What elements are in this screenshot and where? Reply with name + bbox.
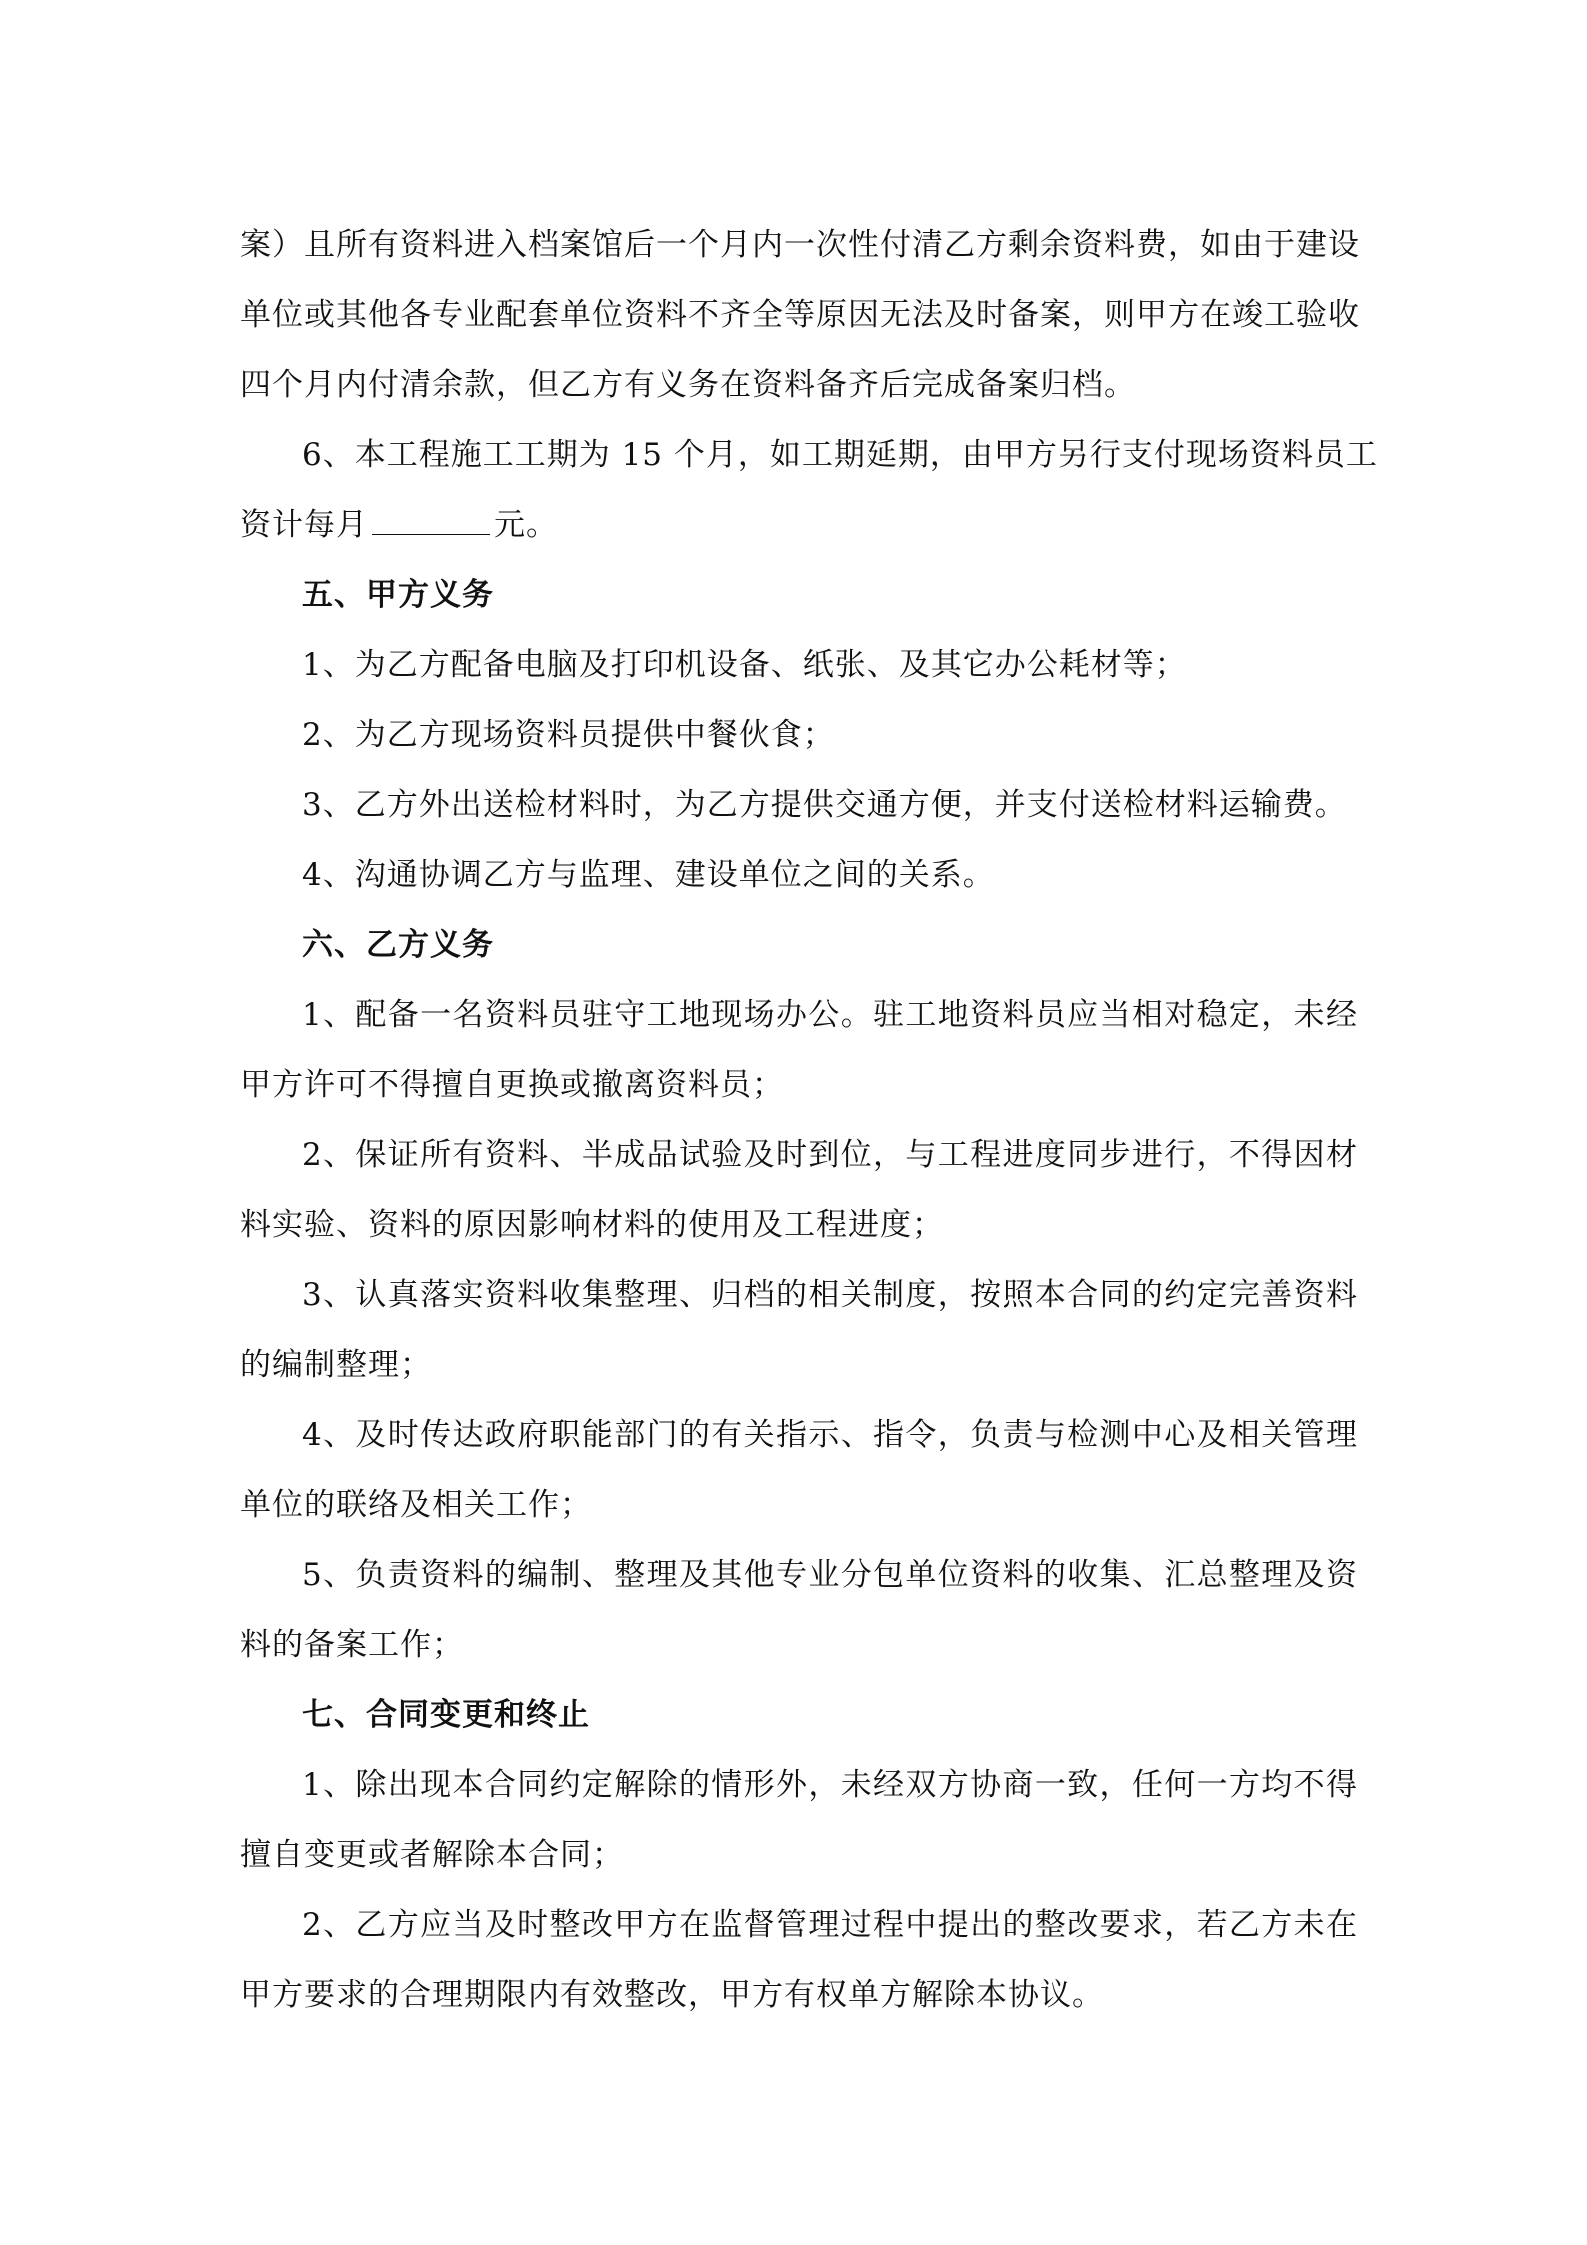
section6-item2-line1: 2、保证所有资料、半成品试验及时到位，与工程进度同步进行，不得因材 xyxy=(302,1137,1358,1173)
para2-line2-before: 资计每月 xyxy=(240,507,368,543)
section6-item1-line1: 1、配备一名资料员驻守工地现场办公。驻工地资料员应当相对稳定，未经 xyxy=(302,997,1358,1033)
section7-item1-line2: 擅自变更或者解除本合同； xyxy=(240,1837,624,1873)
section6-item2-line2: 料实验、资料的原因影响材料的使用及工程进度； xyxy=(240,1207,944,1243)
section5-heading: 五、甲方义务 xyxy=(302,577,494,613)
blank-amount-field xyxy=(372,508,490,535)
section6-heading: 六、乙方义务 xyxy=(302,927,494,963)
para1-line3: 四个月内付清余款，但乙方有义务在资料备齐后完成备案归档。 xyxy=(240,367,1136,403)
section6-item3-line2: 的编制整理； xyxy=(240,1347,432,1383)
section6-item1-line2: 甲方许可不得擅自更换或撤离资料员； xyxy=(240,1067,784,1103)
section6-item5-line2: 料的备案工作； xyxy=(240,1627,464,1663)
para2-line1: 6、本工程施工工期为 15 个月，如工期延期，由甲方另行支付现场资料员工 xyxy=(302,437,1378,473)
section6-item4-line2: 单位的联络及相关工作； xyxy=(240,1487,592,1523)
para2-line2 xyxy=(240,490,1358,560)
para2-line2-after: 元。 xyxy=(494,507,558,543)
para1-line2: 单位或其他各专业配套单位资料不齐全等原因无法及时备案，则甲方在竣工验收 xyxy=(240,297,1360,333)
section7-item1-line1: 1、除出现本合同约定解除的情形外，未经双方协商一致，任何一方均不得 xyxy=(302,1767,1358,1803)
section5-item4: 4、沟通协调乙方与监理、建设单位之间的关系。 xyxy=(302,857,995,893)
section6-item5-line1: 5、负责资料的编制、整理及其他专业分包单位资料的收集、汇总整理及资 xyxy=(302,1557,1358,1593)
section7-item2-line1: 2、乙方应当及时整改甲方在监督管理过程中提出的整改要求，若乙方未在 xyxy=(302,1907,1358,1943)
section5-item1: 1、为乙方配备电脑及打印机设备、纸张、及其它办公耗材等； xyxy=(302,647,1187,683)
section7-item2-line2: 甲方要求的合理期限内有效整改，甲方有权单方解除本协议。 xyxy=(240,1977,1104,2013)
section6-item3-line1: 3、认真落实资料收集整理、归档的相关制度，按照本合同的约定完善资料 xyxy=(302,1277,1358,1313)
section7-heading: 七、合同变更和终止 xyxy=(302,1697,590,1733)
section5-item3: 3、乙方外出送检材料时，为乙方提供交通方便，并支付送检材料运输费。 xyxy=(302,787,1347,823)
section6-item4-line1: 4、及时传达政府职能部门的有关指示、指令，负责与检测中心及相关管理 xyxy=(302,1417,1358,1453)
para1-line1: 案）且所有资料进入档案馆后一个月内一次性付清乙方剩余资料费，如由于建设 xyxy=(240,227,1360,263)
section5-item2: 2、为乙方现场资料员提供中餐伙食； xyxy=(302,717,835,753)
